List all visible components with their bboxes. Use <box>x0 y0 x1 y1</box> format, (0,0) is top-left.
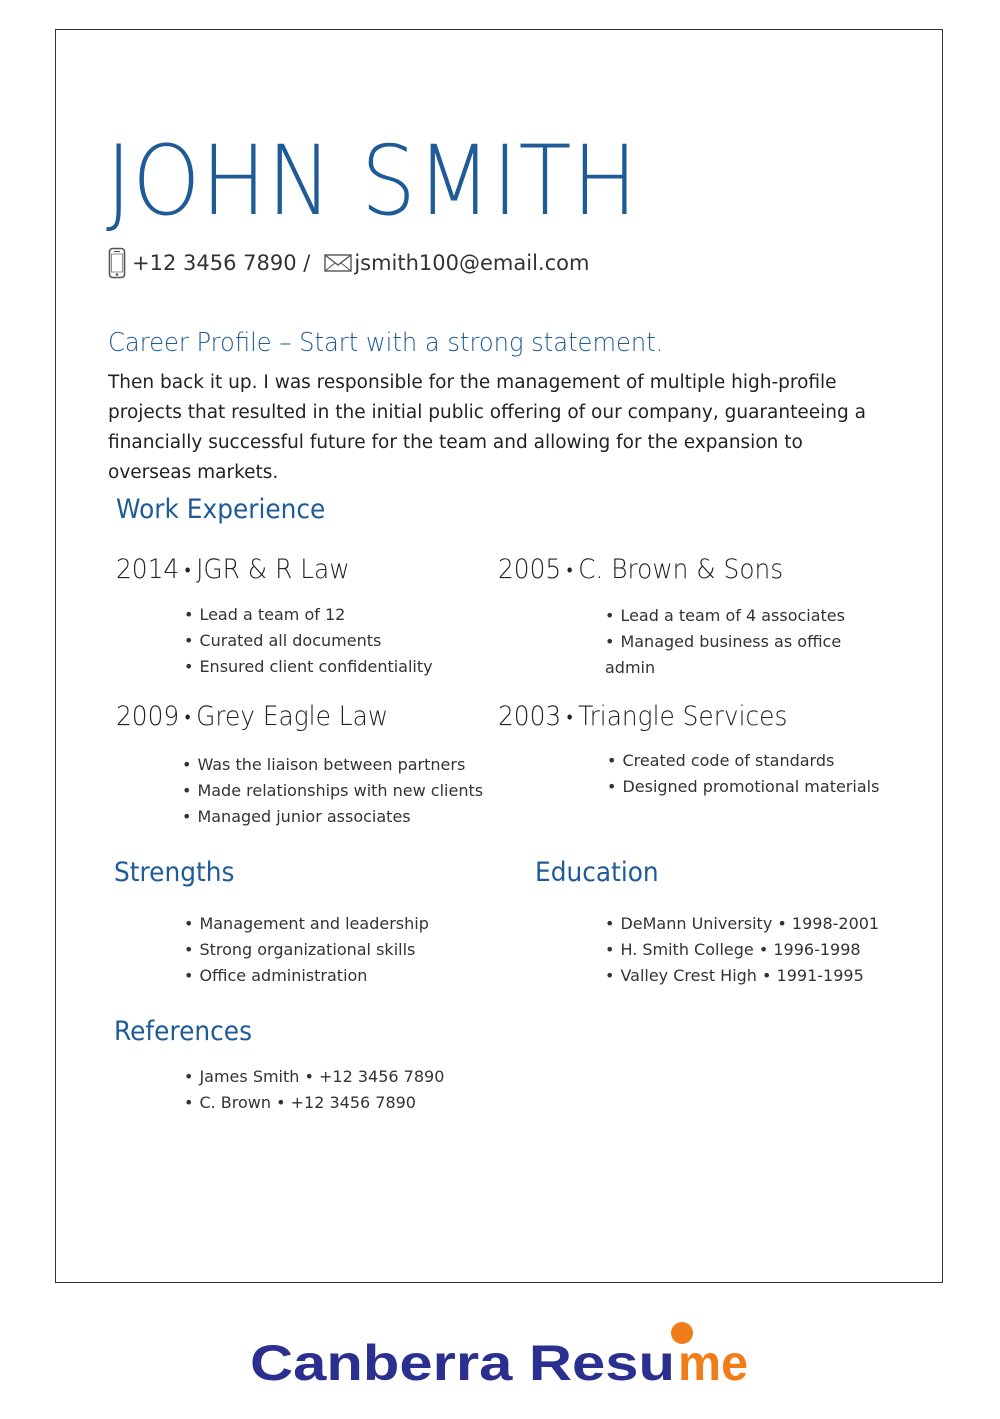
list-item: • Managed junior associates <box>182 804 483 830</box>
list-item: • Strong organizational skills <box>184 937 429 963</box>
job-title <box>498 554 829 585</box>
list-item: • Curated all documents <box>184 628 433 654</box>
career-profile-text: Then back it up. I was responsible for the management of multiple high-profile projects that resulted in the initial public offering of our company, guaranteeing a financially successful future for the team and allowing for the expansion to overseas markets. <box>108 372 866 483</box>
contact-line <box>108 246 589 280</box>
education-heading: Education <box>535 857 659 888</box>
phone-icon <box>108 247 126 279</box>
education-list <box>605 911 879 989</box>
separator-dot: • <box>566 560 573 581</box>
list-item: • James Smith • +12 3456 7890 <box>184 1064 444 1090</box>
job-year: 2003 <box>498 701 562 732</box>
list-item: • Created code of standards <box>607 748 879 774</box>
references-heading: References <box>114 1016 253 1047</box>
list-item: • Management and leadership <box>184 911 429 937</box>
career-profile-heading: Career Profile – Start with a strong statement. <box>108 328 664 358</box>
email-address: jsmith100@email.com <box>354 251 590 275</box>
list-item: • Ensured client confidentiality <box>184 654 433 680</box>
canberra-resume-logo <box>250 1318 750 1398</box>
work-experience-heading: Work Experience <box>116 494 326 525</box>
job-title <box>116 701 447 732</box>
job-entry <box>116 554 476 585</box>
job-title <box>116 554 447 585</box>
list-item: • Was the liaison between partners <box>182 752 483 778</box>
list-item: • Designed promotional materials <box>607 774 879 800</box>
list-item: • Made relationships with new clients <box>182 778 483 804</box>
job-title <box>498 701 829 732</box>
separator-dot: • <box>566 707 573 728</box>
list-item: • Managed business as office <box>605 629 845 655</box>
list-item: • DeMann University • 1998-2001 <box>605 911 879 937</box>
list-item: • Office administration <box>184 963 429 989</box>
job-bullets <box>607 748 879 800</box>
job-year: 2014 <box>116 554 180 585</box>
envelope-icon <box>324 253 352 273</box>
job-entry <box>498 554 858 585</box>
job-entry <box>498 701 858 732</box>
job-bullets <box>182 752 483 830</box>
list-item: • Lead a team of 4 associates <box>605 603 845 629</box>
job-company: C. Brown & Sons <box>578 554 784 585</box>
strengths-heading: Strengths <box>114 857 235 888</box>
separator-dot: • <box>184 707 191 728</box>
job-company: Triangle Services <box>578 701 788 732</box>
list-item-continued <box>605 655 845 681</box>
list-item: • C. Brown • +12 3456 7890 <box>184 1090 444 1116</box>
list-item: • Lead a team of 12 <box>184 602 433 628</box>
job-year: 2005 <box>498 554 562 585</box>
logo-text-orange: me <box>678 1335 748 1391</box>
logo-text-blue: Canberra Resu <box>250 1335 675 1391</box>
job-bullets <box>605 603 845 681</box>
separator-dot: • <box>184 560 191 581</box>
job-company: Grey Eagle Law <box>196 701 389 732</box>
job-year: 2009 <box>116 701 180 732</box>
list-item-text: admin <box>605 658 656 677</box>
references-list <box>184 1064 444 1116</box>
job-bullets <box>184 602 433 680</box>
resume-page <box>55 29 943 1283</box>
list-item: • H. Smith College • 1996-1998 <box>605 937 879 963</box>
phone-number: +12 3456 7890 / <box>132 251 311 275</box>
job-entry <box>116 701 476 732</box>
candidate-name: JOHN SMITH <box>106 125 639 237</box>
strengths-list <box>184 911 429 989</box>
list-item: • Valley Crest High • 1991-1995 <box>605 963 879 989</box>
job-company: JGR & R Law <box>196 554 350 585</box>
